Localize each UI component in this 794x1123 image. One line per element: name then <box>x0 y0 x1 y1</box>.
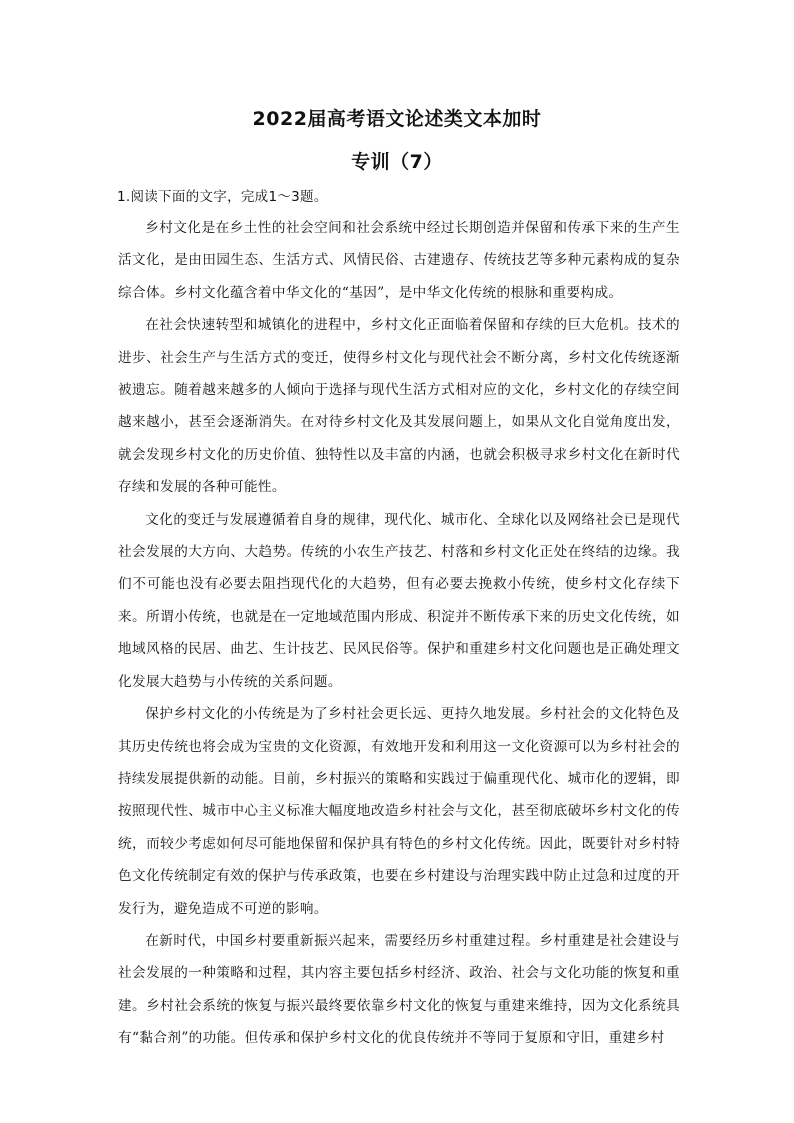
document-title: 2022届高考语文论述类文本加时 <box>252 108 542 130</box>
passage-paragraph-2: 在社会快速转型和城镇化的进程中，乡村文化正面临着保留和存续的巨大危机。技术的进步、社会生产与生活方式的变迁，使得乡村文化与现代社会不断分离，乡村文化传统逐渐被遗忘。随着越来越多的人倾向于选择与现代生活方式相对应的文化，乡村文化的存续空间越来越小，甚至会逐渐消失。在对待乡村文化及其发展问题上，如果从文化自觉角度出发，就会发现乡村文化的历史价值、独特性以及丰富的内涵，也就会积极寻求乡村文化在新时代存续和发展的各种可能性。 <box>118 317 680 496</box>
passage-paragraph-3: 文化的变迁与发展遵循着自身的规律，现代化、城市化、全球化以及网络社会已是现代社会发展的大方向、大趋势。传统的小农生产技艺、村落和乡村文化正处在终结的边缘。我们不可能也没有必要去阻挡现代化的大趋势，但有必要去挽救小传统，使乡村文化存续下来。所谓小传统，也就是在一定地域范围内形成、积淀并不断传承下来的历史文化传统，如地域风格的民居、曲艺、生计技艺、民风民俗等。保护和重建乡村文化问题也是正确处理文化发展大趋势与小传统的关系问题。 <box>118 511 680 690</box>
passage-paragraph-1: 乡村文化是在乡土性的社会空间和社会系统中经过长期创造并保留和传承下来的生产生活文化，是由田园生态、生活方式、风情民俗、古建遗存、传统技艺等多种元素构成的复杂综合体。乡村文化蕴含着中华文化的“基因”，是中华文化传统的根脉和重要构成。 <box>118 220 680 301</box>
passage-paragraph-5: 在新时代，中国乡村要重新振兴起来，需要经历乡村重建过程。乡村重建是社会建设与社会发展的一种策略和过程，其内容主要包括乡村经济、政治、社会与文化功能的恢复和重建。乡村社会系统的恢复与振兴最终要依靠乡村文化的恢复与重建来维持，因为文化系统具有“黏合剂”的功能。但传承和保护乡村文化的优良传统并不等同于复原和守旧，重建乡村 <box>118 932 680 1047</box>
passage-paragraph-4: 保护乡村文化的小传统是为了乡村社会更长远、更持久地发展。乡村社会的文化特色及其历史传统也将会成为宝贵的文化资源，有效地开发和利用这一文化资源可以为乡村社会的持续发展提供新的动能。目前，乡村振兴的策略和实践过于偏重现代化、城市化的逻辑，即按照现代性、城市中心主义标准大幅度地改造乡村社会与文化，甚至彻底破坏乡村文化的传统，而较少考虑如何尽可能地保留和保护具有特色的乡村文化传统。因此，既要针对乡村特色文化传统制定有效的保护与传承政策，也要在乡村建设与治理实践中防止过急和过度的开发行为，避免造成不可逆的影响。 <box>118 706 680 917</box>
document-subtitle: 专训（7） <box>351 151 443 173</box>
reading-passage <box>118 212 680 1055</box>
question-instruction: 1.阅读下面的文字，完成1～3题。 <box>117 189 328 205</box>
